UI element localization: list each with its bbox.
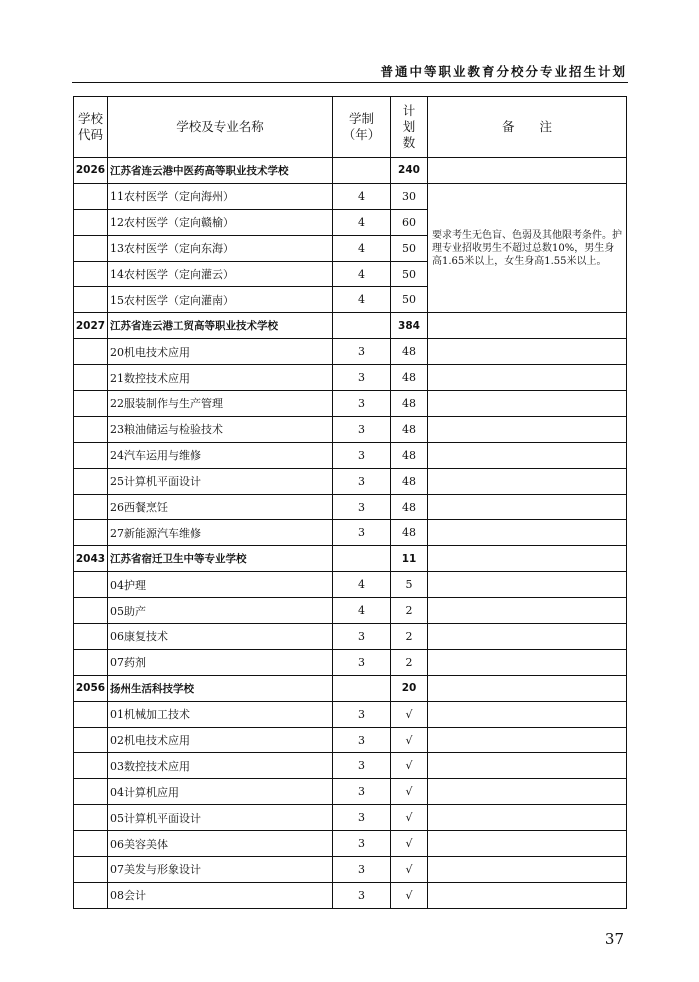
years-cell: 3 <box>333 339 391 365</box>
major-name-cell: 24汽车运用与维修 <box>108 442 333 468</box>
years-cell: 3 <box>333 649 391 675</box>
plan-count-cell: √ <box>391 753 428 779</box>
plan-count-cell: 240 <box>391 158 428 184</box>
school-code-cell <box>74 391 108 417</box>
school-name-cell: 扬州生活科技学校 <box>108 675 333 701</box>
header-years <box>333 97 391 158</box>
school-code-cell <box>74 831 108 857</box>
remark-cell <box>428 805 627 831</box>
major-row <box>74 416 627 442</box>
major-row <box>74 753 627 779</box>
major-name-cell: 05助产 <box>108 598 333 624</box>
remark-cell <box>428 520 627 546</box>
major-row <box>74 494 627 520</box>
school-code-cell <box>74 520 108 546</box>
years-cell: 3 <box>333 494 391 520</box>
major-name-cell: 26西餐烹饪 <box>108 494 333 520</box>
school-code-cell <box>74 235 108 261</box>
plan-count-cell: √ <box>391 857 428 883</box>
remark-cell <box>428 339 627 365</box>
remark-cell <box>428 779 627 805</box>
remark-cell <box>428 675 627 701</box>
major-name-cell: 21数控技术应用 <box>108 365 333 391</box>
years-cell: 4 <box>333 261 391 287</box>
school-code-cell: 2026 <box>74 158 108 184</box>
header-code-line-2: 代码 <box>77 127 103 142</box>
enrollment-plan-table <box>73 96 627 909</box>
plan-count-cell: 48 <box>391 365 428 391</box>
header-count-line-3: 数 <box>402 135 416 150</box>
remark-cell <box>428 701 627 727</box>
school-code-cell <box>74 624 108 650</box>
major-name-cell: 14农村医学（定向灌云） <box>108 261 333 287</box>
major-name-cell: 05计算机平面设计 <box>108 805 333 831</box>
header-rule <box>72 82 628 83</box>
years-cell <box>333 158 391 184</box>
major-row <box>74 649 627 675</box>
years-cell: 3 <box>333 779 391 805</box>
plan-count-cell: 48 <box>391 468 428 494</box>
header-years-line-2: （年） <box>342 127 381 142</box>
school-row <box>74 546 627 572</box>
remark-cell <box>428 727 627 753</box>
school-code-cell <box>74 572 108 598</box>
years-cell <box>333 313 391 339</box>
school-code-cell <box>74 805 108 831</box>
major-row <box>74 339 627 365</box>
major-row <box>74 831 627 857</box>
years-cell: 3 <box>333 442 391 468</box>
plan-count-cell: √ <box>391 882 428 908</box>
major-name-cell: 27新能源汽车维修 <box>108 520 333 546</box>
years-cell: 3 <box>333 624 391 650</box>
major-row <box>74 520 627 546</box>
remark-cell <box>428 598 627 624</box>
plan-count-cell: 2 <box>391 598 428 624</box>
school-code-cell <box>74 779 108 805</box>
header-count-line-1: 计 <box>402 103 416 118</box>
plan-count-cell: 48 <box>391 520 428 546</box>
plan-count-cell: 30 <box>391 183 428 209</box>
years-cell: 4 <box>333 235 391 261</box>
remark-cell <box>428 365 627 391</box>
major-row <box>74 701 627 727</box>
header-count-line-2: 划 <box>402 119 416 134</box>
major-name-cell: 23粮油储运与检验技术 <box>108 416 333 442</box>
school-code-cell <box>74 701 108 727</box>
school-code-cell <box>74 857 108 883</box>
remark-cell <box>428 649 627 675</box>
plan-count-cell: 60 <box>391 209 428 235</box>
remark-cell <box>428 416 627 442</box>
years-cell: 3 <box>333 391 391 417</box>
plan-count-cell: √ <box>391 805 428 831</box>
school-code-cell: 2043 <box>74 546 108 572</box>
school-code-cell <box>74 339 108 365</box>
remark-cell <box>428 468 627 494</box>
years-cell: 3 <box>333 727 391 753</box>
remark-cell <box>428 831 627 857</box>
plan-count-cell: 50 <box>391 261 428 287</box>
years-cell: 3 <box>333 805 391 831</box>
school-row <box>74 675 627 701</box>
major-name-cell: 06美容美体 <box>108 831 333 857</box>
years-cell: 3 <box>333 857 391 883</box>
plan-count-cell: 48 <box>391 339 428 365</box>
remark-cell <box>428 882 627 908</box>
major-row <box>74 624 627 650</box>
remark-cell <box>428 753 627 779</box>
major-name-cell: 01机械加工技术 <box>108 701 333 727</box>
major-row <box>74 442 627 468</box>
school-row <box>74 158 627 184</box>
school-code-cell: 2056 <box>74 675 108 701</box>
years-cell: 3 <box>333 753 391 779</box>
plan-count-cell: 48 <box>391 494 428 520</box>
years-cell: 4 <box>333 209 391 235</box>
header-school-code <box>74 97 108 158</box>
years-cell: 4 <box>333 598 391 624</box>
remark-cell <box>428 572 627 598</box>
major-name-cell: 03数控技术应用 <box>108 753 333 779</box>
school-code-cell <box>74 494 108 520</box>
major-row <box>74 468 627 494</box>
major-row <box>74 805 627 831</box>
remark-cell <box>428 546 627 572</box>
plan-count-cell: 20 <box>391 675 428 701</box>
remark-cell <box>428 391 627 417</box>
plan-count-cell: √ <box>391 779 428 805</box>
major-name-cell: 07美发与形象设计 <box>108 857 333 883</box>
school-code-cell <box>74 183 108 209</box>
header-years-line-1: 学制 <box>348 111 374 126</box>
years-cell: 3 <box>333 365 391 391</box>
school-code-cell <box>74 209 108 235</box>
major-row <box>74 598 627 624</box>
remark-cell <box>428 158 627 184</box>
plan-count-cell: √ <box>391 727 428 753</box>
page-number: 37 <box>604 930 624 948</box>
school-code-cell <box>74 882 108 908</box>
school-code-cell <box>74 287 108 313</box>
major-name-cell: 02机电技术应用 <box>108 727 333 753</box>
school-code-cell: 2027 <box>74 313 108 339</box>
remark-cell <box>428 857 627 883</box>
plan-count-cell: 5 <box>391 572 428 598</box>
major-name-cell: 11农村医学（定向海州） <box>108 183 333 209</box>
major-name-cell: 13农村医学（定向东海） <box>108 235 333 261</box>
years-cell: 3 <box>333 416 391 442</box>
school-code-cell <box>74 649 108 675</box>
plan-count-cell: 384 <box>391 313 428 339</box>
header-remark: 备 注 <box>428 97 627 158</box>
school-name-cell: 江苏省连云港工贸高等职业技术学校 <box>108 313 333 339</box>
years-cell: 3 <box>333 701 391 727</box>
school-code-cell <box>74 727 108 753</box>
years-cell: 4 <box>333 572 391 598</box>
years-cell: 3 <box>333 882 391 908</box>
plan-count-cell: 11 <box>391 546 428 572</box>
years-cell <box>333 675 391 701</box>
header-school-name: 学校及专业名称 <box>108 97 333 158</box>
major-row <box>74 779 627 805</box>
remark-cell: 要求考生无色盲、色弱及其他限考条件。护理专业招收男生不超过总数10%，男生身高1.65米以上，女生身高1.55米以上。 <box>428 183 627 312</box>
years-cell: 3 <box>333 831 391 857</box>
remark-cell <box>428 313 627 339</box>
plan-count-cell: 48 <box>391 416 428 442</box>
school-code-cell <box>74 442 108 468</box>
remark-cell <box>428 442 627 468</box>
years-cell: 3 <box>333 468 391 494</box>
plan-count-cell: √ <box>391 831 428 857</box>
major-row <box>74 365 627 391</box>
major-name-cell: 25计算机平面设计 <box>108 468 333 494</box>
major-name-cell: 07药剂 <box>108 649 333 675</box>
school-code-cell <box>74 598 108 624</box>
remark-cell <box>428 494 627 520</box>
major-row <box>74 882 627 908</box>
plan-count-cell: √ <box>391 701 428 727</box>
header-plan-count <box>391 97 428 158</box>
major-name-cell: 12农村医学（定向赣榆） <box>108 209 333 235</box>
school-code-cell <box>74 753 108 779</box>
major-name-cell: 04计算机应用 <box>108 779 333 805</box>
school-code-cell <box>74 261 108 287</box>
plan-count-cell: 48 <box>391 391 428 417</box>
major-row <box>74 727 627 753</box>
school-name-cell: 江苏省连云港中医药高等职业技术学校 <box>108 158 333 184</box>
table-body <box>74 158 627 909</box>
header-code-line-1: 学校 <box>77 111 103 126</box>
plan-count-cell: 2 <box>391 624 428 650</box>
school-name-cell: 江苏省宿迁卫生中等专业学校 <box>108 546 333 572</box>
school-code-cell <box>74 365 108 391</box>
plan-count-cell: 50 <box>391 235 428 261</box>
years-cell: 3 <box>333 520 391 546</box>
school-row <box>74 313 627 339</box>
major-row <box>74 391 627 417</box>
major-name-cell: 22服装制作与生产管理 <box>108 391 333 417</box>
running-head: 普通中等职业教育分校分专业招生计划 <box>380 64 627 79</box>
table-header-row <box>74 97 627 158</box>
remark-cell <box>428 624 627 650</box>
plan-count-cell: 50 <box>391 287 428 313</box>
major-row <box>74 857 627 883</box>
major-name-cell: 08会计 <box>108 882 333 908</box>
years-cell <box>333 546 391 572</box>
plan-count-cell: 2 <box>391 649 428 675</box>
major-name-cell: 20机电技术应用 <box>108 339 333 365</box>
school-code-cell <box>74 468 108 494</box>
plan-count-cell: 48 <box>391 442 428 468</box>
years-cell: 4 <box>333 287 391 313</box>
years-cell: 4 <box>333 183 391 209</box>
major-row <box>74 572 627 598</box>
major-name-cell: 06康复技术 <box>108 624 333 650</box>
major-name-cell: 04护理 <box>108 572 333 598</box>
school-code-cell <box>74 416 108 442</box>
major-name-cell: 15农村医学（定向灌南） <box>108 287 333 313</box>
major-row <box>74 183 627 209</box>
